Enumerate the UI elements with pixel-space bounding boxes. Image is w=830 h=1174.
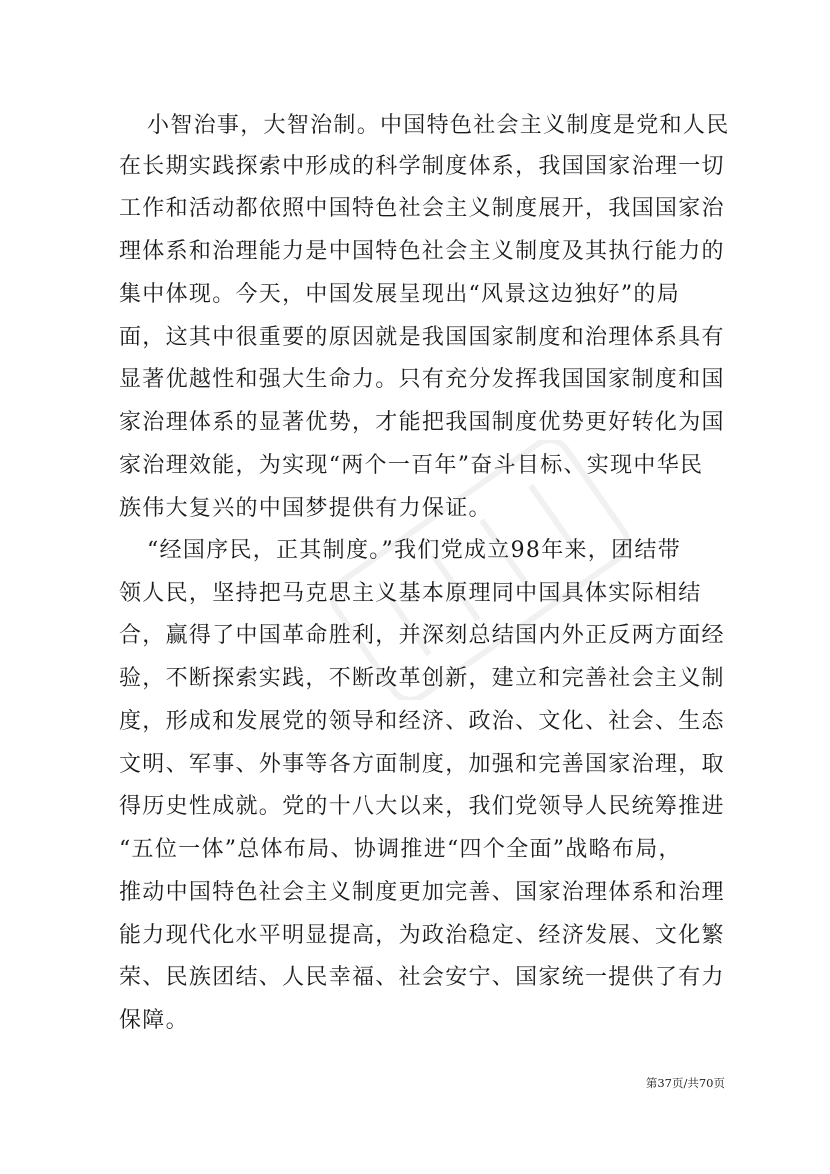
text-line: 领人民，坚持把马克思主义基本原理同中国具体实际相结: [119, 581, 702, 606]
text-line: 家治理体系的显著优势，才能把我国制度优势更好转化为国: [119, 410, 725, 435]
text-line: 度，形成和发展党的领导和经济、政治、文化、社会、生态: [119, 709, 725, 734]
text-line: 显著优越性和强大生命力。只有充分发挥我国国家制度和国: [119, 367, 725, 392]
text-line: 理体系和治理能力是中国特色社会主义制度及其执行能力的: [119, 239, 725, 264]
text-line: “经国序民，正其制度。”我们党成立98年来，团结带: [147, 538, 681, 563]
text-line: 小智治事，大智治制。中国特色社会主义制度是党和人民: [147, 113, 730, 138]
text-line: “五位一体”总体布局、协调推进“四个全面”战略布局，: [119, 837, 682, 862]
text-line: 保障。: [119, 1008, 189, 1033]
text-line: 文明、军事、外事等各方面制度，加强和完善国家治理，取: [119, 752, 725, 777]
text-line: 得历史性成就。党的十八大以来，我们党领导人民统筹推进: [119, 794, 725, 819]
text-line: 推动中国特色社会主义制度更加完善、国家治理体系和治理: [119, 880, 725, 905]
text-line: 能力现代化水平明显提高，为政治稳定、经济发展、文化繁: [119, 923, 725, 948]
text-line: 验，不断探索实践，不断改革创新，建立和完善社会主义制: [119, 666, 725, 691]
text-line: 家治理效能，为实现“两个一百年”奋斗目标、实现中华民: [119, 453, 704, 478]
page-number: 第37页/共70页: [645, 1076, 725, 1090]
text-line: 族伟大复兴的中国梦提供有力保证。: [119, 496, 492, 521]
text-line: 荣、民族团结、人民幸福、社会安宁、国家统一提供了有力: [119, 965, 725, 990]
text-line: 集中体现。今天，中国发展呈现出“风景这边独好”的局: [119, 282, 680, 307]
text-line: 在长期实践探索中形成的科学制度体系，我国国家治理一切: [119, 154, 725, 179]
text-line: 合，赢得了中国革命胜利，并深刻总结国内外正反两方面经: [119, 623, 725, 648]
text-line: 面，这其中很重要的原因就是我国国家制度和治理体系具有: [119, 325, 725, 350]
text-line: 工作和活动都依照中国特色社会主义制度展开，我国国家治: [119, 196, 725, 221]
